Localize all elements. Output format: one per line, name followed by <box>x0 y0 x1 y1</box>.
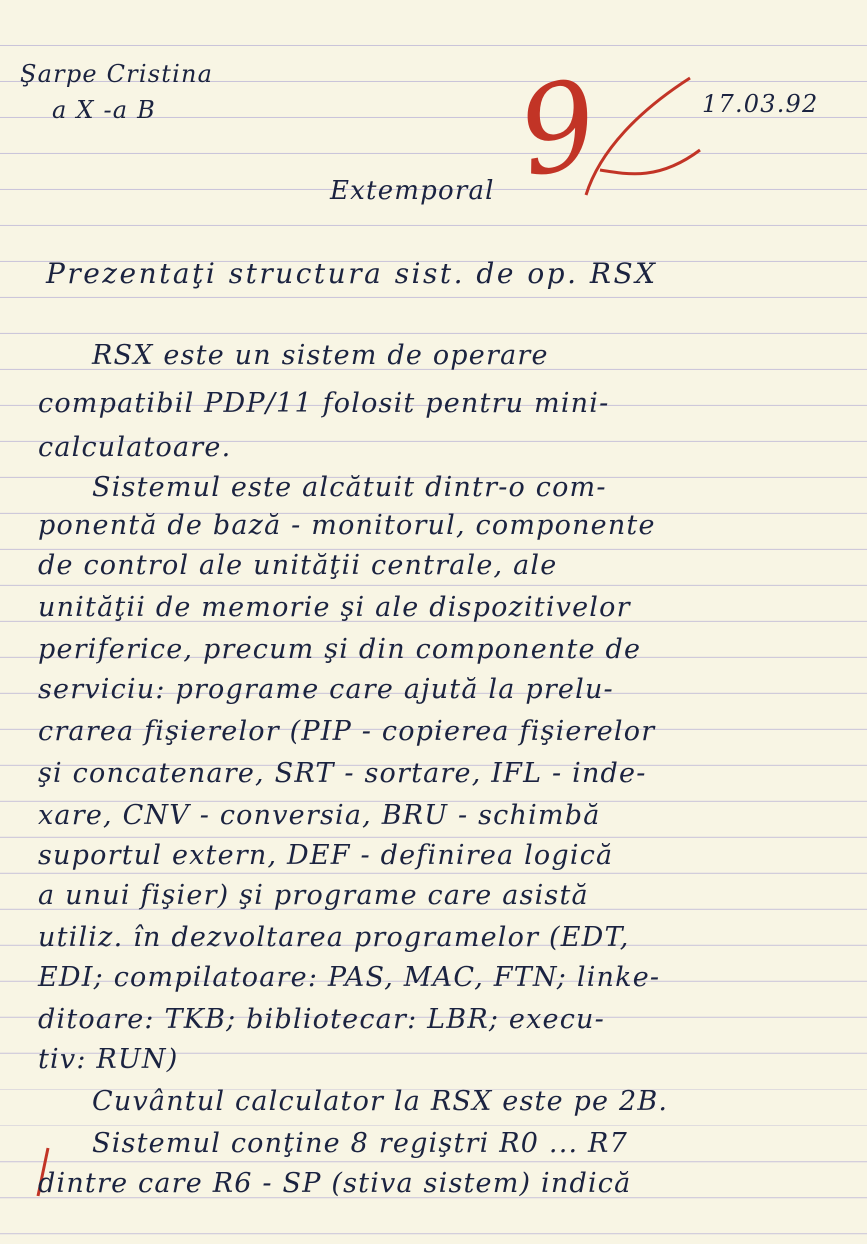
text-line: a unui fişier) şi programe care asistă <box>38 880 589 911</box>
text-line: de control ale unităţii centrale, ale <box>38 550 558 581</box>
text-line: ditoare: TKB; bibliotecar: LBR; execu- <box>38 1004 605 1035</box>
date: 17.03.92 <box>702 90 819 118</box>
text-line: calculatoare. <box>38 432 232 463</box>
text-line: dintre care R6 - SP (stiva sistem) indică <box>38 1168 632 1199</box>
question: Prezentaţi structura sist. de op. RSX <box>46 257 658 290</box>
text-line: EDI; compilatoare: PAS, MAC, FTN; linke- <box>38 962 661 993</box>
text-line: utiliz. în dezvoltarea programelor (EDT, <box>38 922 630 953</box>
text-line: unităţii de memorie şi ale dispozitivelor <box>38 592 631 623</box>
text-line: periferice, precum şi din componente de <box>38 634 642 665</box>
text-line: crarea fişierelor (PIP - copierea fişierelor <box>38 716 656 747</box>
text-line: şi concatenare, SRT - sortare, IFL - inde- <box>38 758 647 789</box>
text-line: xare, CNV - conversia, BRU - schimbă <box>38 800 601 831</box>
text-line: compatibil PDP/11 folosit pentru mini- <box>38 388 610 419</box>
grade-stroke <box>586 78 690 195</box>
title: Extemporal <box>330 176 495 206</box>
text-line: Cuvântul calculator la RSX este pe 2B. <box>92 1086 669 1117</box>
text-line: RSX este un sistem de operare <box>92 340 549 371</box>
text-line: serviciu: programe care ajută la prelu- <box>38 674 614 705</box>
class-label: a X -a B <box>52 96 156 124</box>
grade-tail <box>600 150 700 174</box>
text-line: ponentă de bază - monitorul, componente <box>38 510 656 541</box>
text-line: Sistemul conţine 8 regiştri R0 ... R7 <box>92 1128 628 1159</box>
author-name: Şarpe Cristina <box>20 60 214 88</box>
grade-mark: 9 <box>508 54 608 205</box>
text-line: Sistemul este alcătuit dintr-o com- <box>92 472 607 503</box>
text-line: tiv: RUN) <box>38 1044 179 1075</box>
text-line: suportul extern, DEF - definirea logică <box>38 840 614 871</box>
